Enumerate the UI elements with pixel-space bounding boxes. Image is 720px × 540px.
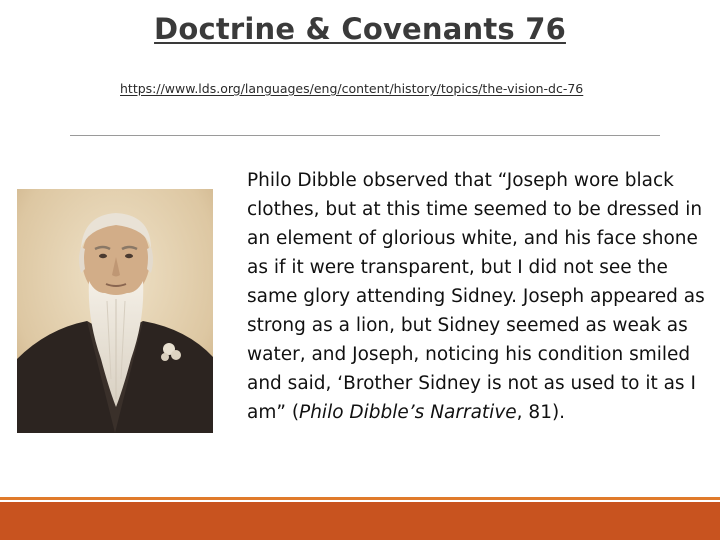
source-link[interactable]: https://www.lds.org/languages/eng/content/history/topics/the-vision-dc-76 — [120, 81, 584, 96]
quote-text — [247, 166, 707, 427]
divider — [70, 135, 660, 136]
slide-title: Doctrine & Covenants 76 — [154, 12, 566, 46]
quote-citation-page: , 81). — [516, 402, 566, 423]
footer-band — [0, 502, 720, 540]
footer-accent-line — [0, 497, 720, 500]
quote-citation-title: Philo Dibble’s Narrative — [299, 402, 517, 423]
quote-main: Philo Dibble observed that “Joseph wore black clothes, but at this time seemed to be dressed in an element of glorious white, and his face shone as if it were transparent, but I did not see the same glory attending Sidney. Joseph appeared as strong as a lion, but Sidney seemed as weak as water, and Joseph, noticing his condition smiled and said, ‘Brother Sidney is not as used to it as I am” ( — [247, 170, 705, 423]
portrait-photo-icon — [17, 189, 213, 433]
